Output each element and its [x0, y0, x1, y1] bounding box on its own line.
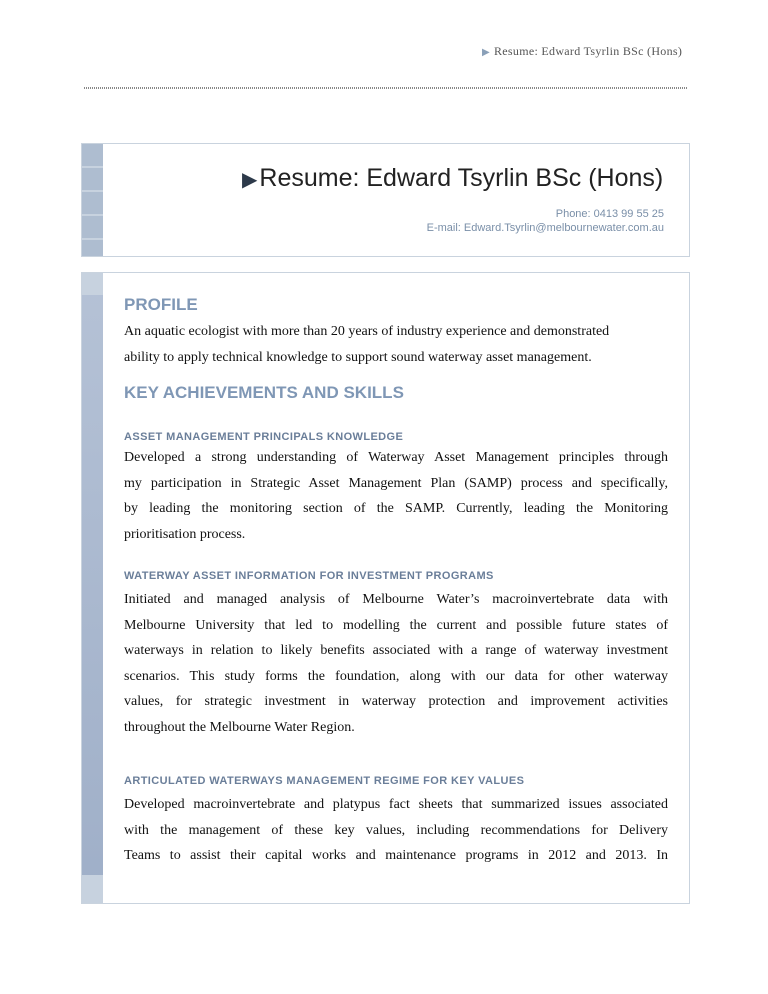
paragraph-line: my participation in Strategic Asset Management Plan (SAMP) process and specifically,	[124, 475, 668, 491]
title-panel-rail	[82, 144, 103, 256]
profile-heading: PROFILE	[124, 295, 198, 314]
achievement-paragraph	[124, 587, 668, 740]
paragraph-line: Developed macroinvertebrate and platypus fact sheets that summarized issues associated	[124, 797, 668, 812]
document-title	[242, 164, 663, 193]
paragraph-line: Initiated and managed analysis of Melbourne Water’s macroinvertebrate data with	[124, 592, 668, 607]
achievement-subheading: WATERWAY ASSET INFORMATION FOR INVESTMENT PROGRAMS	[124, 570, 494, 582]
key-achievements-heading: KEY ACHIEVEMENTS AND SKILLS	[124, 383, 404, 402]
contact-phone: Phone: 0413 99 55 25	[555, 208, 664, 220]
paragraph-line: waterways in relation to likely benefits associated with a range of waterway investment	[124, 643, 668, 658]
paragraph-line: throughout the Melbourne Water Region.	[124, 719, 355, 735]
paragraph-line: by leading the monitoring section of the SAMP. Currently, leading the Monitoring	[124, 501, 668, 516]
document-title-text: Resume: Edward Tsyrlin BSc (Hons)	[259, 164, 664, 192]
paragraph-line: with the management of these key values, including recommendations for Delivery	[124, 822, 668, 838]
triangle-bullet-icon: ▶	[482, 47, 490, 58]
running-header	[482, 44, 682, 59]
achievement-subheading: ARTICULATED WATERWAYS MANAGEMENT REGIME FOR KEY VALUES	[124, 775, 525, 787]
triangle-bullet-icon: ▶	[242, 169, 258, 191]
paragraph-line: prioritisation process.	[124, 526, 246, 542]
paragraph-line: Teams to assist their capital works and maintenance programs in 2012 and 2013. In	[124, 848, 668, 863]
header-divider	[84, 87, 688, 89]
paragraph-line: An aquatic ecologist with more than 20 years of industry experience and demonstrated	[124, 324, 610, 339]
paragraph-line: values, for strategic investment in waterway protection and improvement activities	[124, 694, 668, 709]
contact-email: E-mail: Edward.Tsyrlin@melbournewater.com.au	[426, 222, 664, 234]
paragraph-line: ability to apply technical knowledge to support sound waterway asset management.	[124, 349, 592, 365]
paragraph-line: Melbourne University that led to modelling the current and possible future states of	[124, 617, 668, 633]
achievement-paragraph	[124, 792, 668, 869]
content-panel-rail	[82, 273, 103, 903]
profile-paragraph	[124, 319, 668, 370]
paragraph-line: scenarios. This study forms the foundation, along with our data for other waterway	[124, 668, 668, 684]
paragraph-line: Developed a strong understanding of Waterway Asset Management principles through	[124, 450, 668, 465]
achievement-subheading: ASSET MANAGEMENT PRINCIPALS KNOWLEDGE	[124, 431, 404, 443]
title-panel	[81, 143, 690, 257]
achievement-paragraph	[124, 445, 668, 547]
running-header-text: Resume: Edward Tsyrlin BSc (Hons)	[494, 44, 683, 58]
